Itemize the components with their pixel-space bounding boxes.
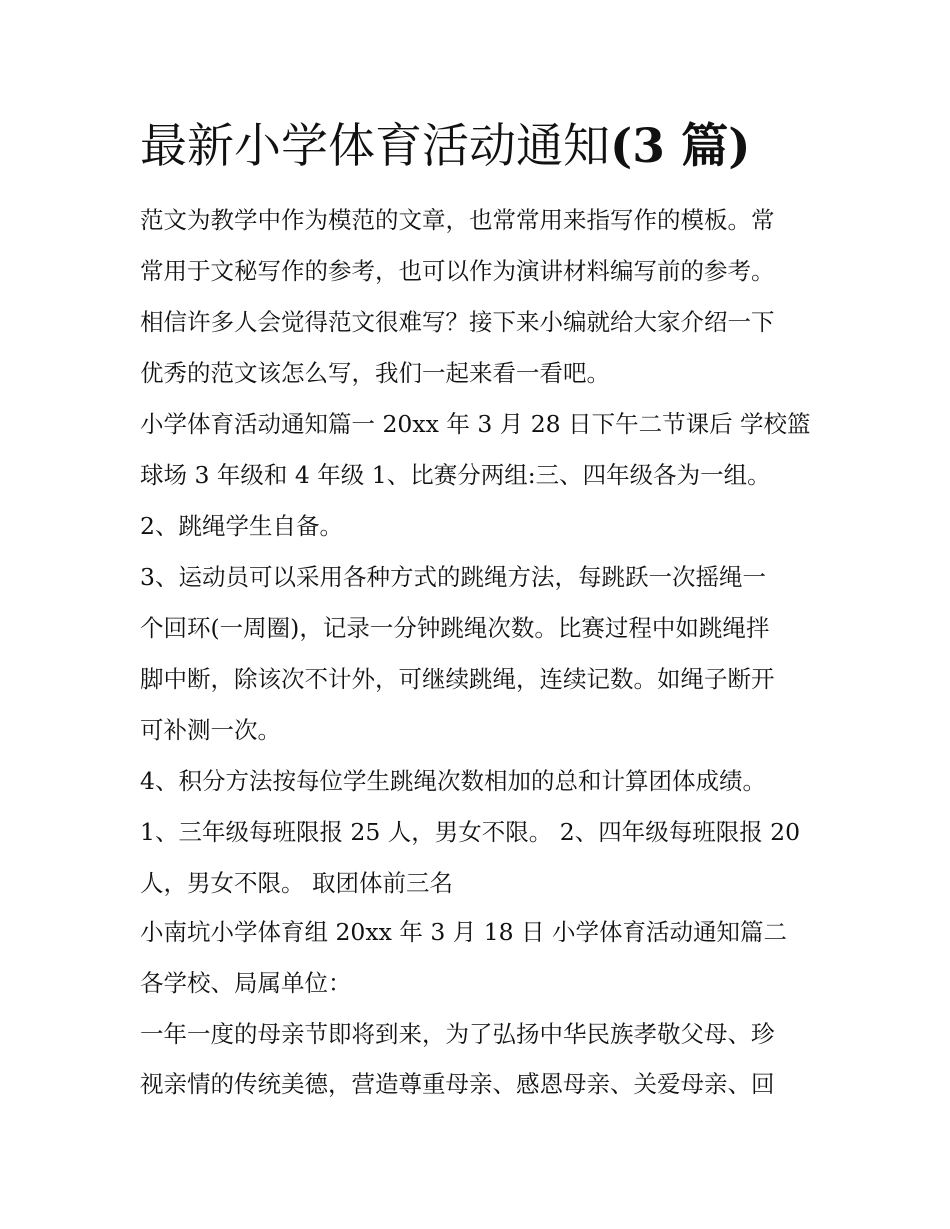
body-line-11: 可补测一次。 [140,716,281,744]
body-line-5: 小学体育活动通知篇一 20xx 年 3 月 28 日下午二节课后 学校篮 [140,410,811,438]
body-line-16: 各学校、局属单位： [140,969,352,997]
body-line-8: 3、运动员可以采用各种方式的跳绳方法，每跳跃一次摇绳一 [140,563,766,591]
body-line-4: 优秀的范文该怎么写，我们一起来看一看吧。 [140,359,610,387]
body-line-1: 范文为教学中作为模范的文章，也常常用来指写作的模板。常 [140,206,775,234]
document-title: 最新小学体育活动通知(3 篇) [140,119,751,174]
body-line-15: 小南坑小学体育组 20xx 年 3 月 18 日 小学体育活动通知篇二 [140,918,788,946]
body-line-12: 4、积分方法按每位学生跳绳次数相加的总和计算团体成绩。 [140,767,766,795]
body-line-10: 脚中断，除该次不计外，可继续跳绳，连续记数。如绳子断开 [140,665,775,693]
body-line-6: 球场 3 年级和 4 年级 1、比赛分两组:三、四年级各为一组。 [140,461,771,489]
body-line-13: 1、三年级每班限报 25 人，男女不限。 2、四年级每班限报 20 [140,818,801,846]
body-line-3: 相信许多人会觉得范文很难写？接下来小编就给大家介绍一下 [140,308,775,336]
body-line-14: 人，男女不限。 取团体前三名 [140,869,453,897]
body-line-17: 一年一度的母亲节即将到来，为了弘扬中华民族孝敬父母、珍 [140,1020,775,1048]
body-line-2: 常用于文秘写作的参考，也可以作为演讲材料编写前的参考。 [140,257,775,285]
body-line-7: 2、跳绳学生自备。 [140,512,343,540]
title-count: (3 篇) [610,119,751,174]
body-line-18: 视亲情的传统美德，营造尊重母亲、感恩母亲、关爱母亲、回 [140,1070,775,1098]
body-line-9: 个回环(一周圈)，记录一分钟跳绳次数。比赛过程中如跳绳拌 [140,614,770,642]
